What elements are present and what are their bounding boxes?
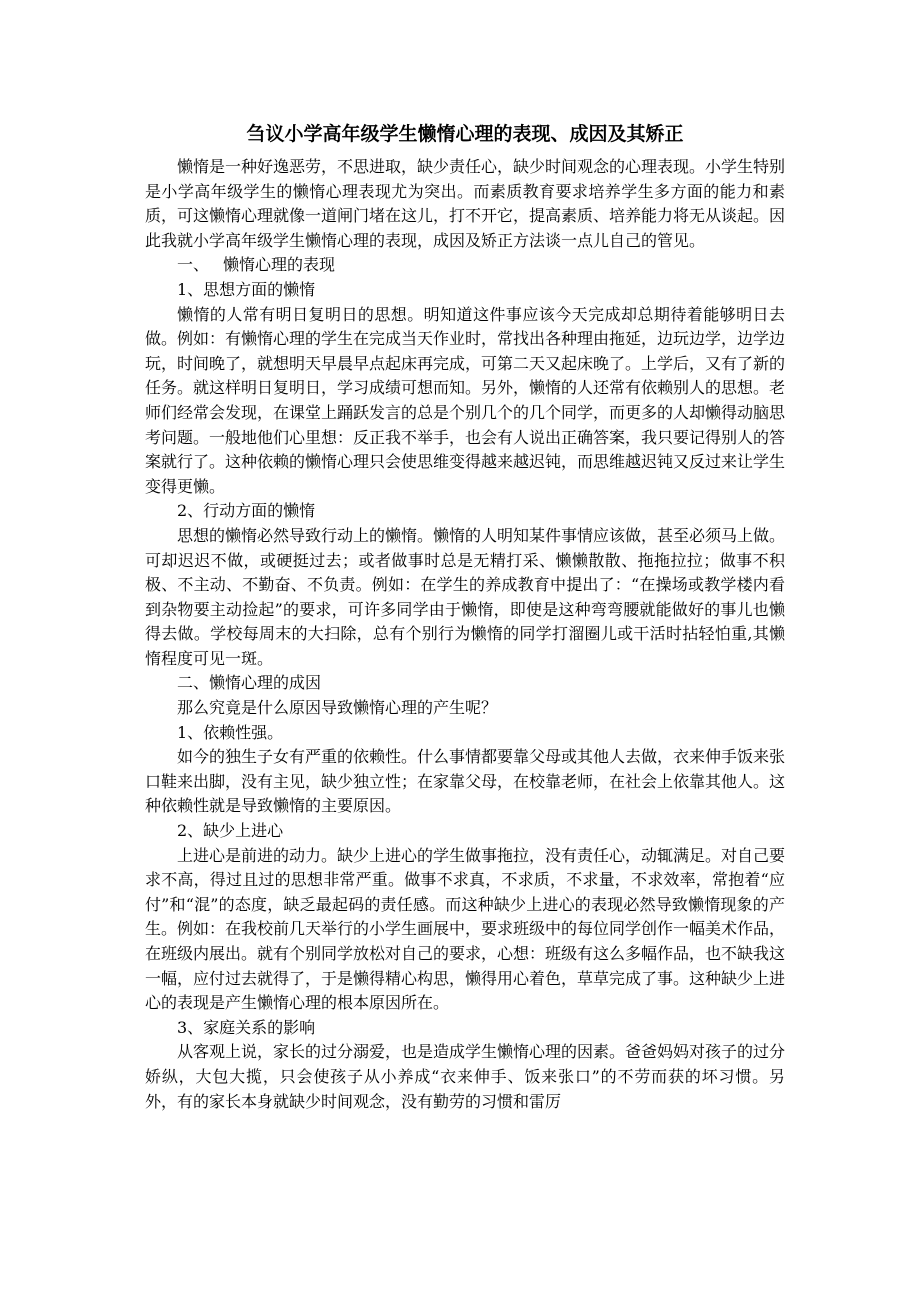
section-2-lead-paragraph: 那么究竟是什么原因导致懒惰心理的产生呢？	[177, 698, 498, 718]
section-1-heading	[145, 253, 785, 278]
section-2-heading: 二、懒惰心理的成因	[177, 673, 322, 693]
section-2-sub-3-paragraph: 从客观上说，家长的过分溺爱，也是造成学生懒惰心理的因素。爸爸妈妈对孩子的过分娇纵，大包大揽，只会使孩子从小养成“衣来伸手、饭来张口”的不劳而获的坏习惯。另外，有的家长本身就缺少时间观念，没有勤劳的习惯和雷厉	[145, 1042, 786, 1111]
document-title: 刍议小学高年级学生懒惰心理的表现、成因及其矫正	[246, 123, 684, 145]
section-1-sub-2-heading: 2、行动方面的懒惰	[177, 501, 316, 521]
section-2-sub-1-paragraph: 如今的独生子女有严重的依赖性。什么事情都要靠父母或其他人去做，衣来伸手饭来张口鞋来出脚，没有主见，缺少独立性；在家靠父母，在校靠老师，在社会上依靠其他人。这种依赖性就是导致懒惰的主要原因。	[145, 747, 786, 816]
document-page	[145, 121, 785, 1114]
section-2-sub-2-paragraph: 上进心是前进的动力。缺少上进心的学生做事拖拉，没有责任心，动辄满足。对自己要求不高，得过且过的思想非常严重。做事不求真，不求质，不求量，不求效率，常抱着“应付”和“混”的态度，缺乏最起码的责任感。而这种缺少上进心的表现必然导致懒惰现象的产生。例如：在我校前几天举行的小学生画展中，要求班级中的每位同学创作一幅美术作品，在班级内展出。就有个别同学放松对自己的要求，心想：班级有这么多幅作品，也不缺我这一幅，应付过去就得了，于是懒得精心构思，懒得用心着色，草草完成了事。这种缺少上进心的表现是产生懒惰心理的根本原因所在。	[145, 845, 786, 1013]
intro-paragraph: 懒惰是一种好逸恶劳，不思进取，缺少责任心，缺少时间观念的心理表现。小学生特别是小学高年级学生的懒惰心理表现尤为突出。而素质教育要求培养学生多方面的能力和素质，可这懒惰心理就像一道闸门堵在这儿，打不开它，提高素质、培养能力将无从谈起。因此我就小学高年级学生懒惰心理的表现，成因及矫正方法谈一点儿自己的管见。	[145, 157, 786, 250]
section-2-sub-2-heading: 2、缺少上进心	[177, 821, 284, 841]
section-2-sub-1-heading: 1、依赖性强。	[177, 722, 284, 742]
section-1-number: 一、	[177, 255, 210, 275]
section-2-sub-3-heading: 3、家庭关系的影响	[177, 1017, 316, 1037]
section-1-sub-1-heading: 1、思想方面的懒惰	[177, 279, 316, 299]
section-1-sub-2-paragraph: 思想的懒惰必然导致行动上的懒惰。懒惰的人明知某件事情应该做，甚至必须马上做。可却迟迟不做，或硬挺过去；或者做事时总是无精打采、懒懒散散、拖拖拉拉；做事不积极、不主动、不勤奋、不负责。例如：在学生的养成教育中提出了：“在操场或教学楼内看到杂物要主动捡起”的要求，可许多同学由于懒惰，即使是这种弯弯腰就能做好的事儿也懒得去做。学校每周末的大扫除，总有个别行为懒惰的同学打溜圈儿或干活时拈轻怕重,其懒惰程度可见一斑。	[145, 525, 786, 668]
section-1-title: 懒惰心理的表现	[223, 255, 336, 275]
section-1-sub-1-paragraph: 懒惰的人常有明日复明日的思想。明知道这件事应该今天完成却总期待着能够明日去做。例如：有懒惰心理的学生在完成当天作业时，常找出各种理由拖延，边玩边学，边学边玩，时间晚了，就想明天早晨早点起床再完成，可第二天又起床晚了。上学后，又有了新的任务。就这样明日复明日，学习成绩可想而知。另外，懒惰的人还常有依赖别人的思想。老师们经常会发现，在课堂上踊跃发言的总是个别几个的几个同学，而更多的人却懒得动脑思考问题。一般地他们心里想：反正我不举手，也会有人说出正确答案，我只要记得别人的答案就行了。这种依赖的懒惰心理只会使思维变得越来越迟钝，而思维越迟钝又反过来让学生变得更懒。	[145, 304, 786, 496]
